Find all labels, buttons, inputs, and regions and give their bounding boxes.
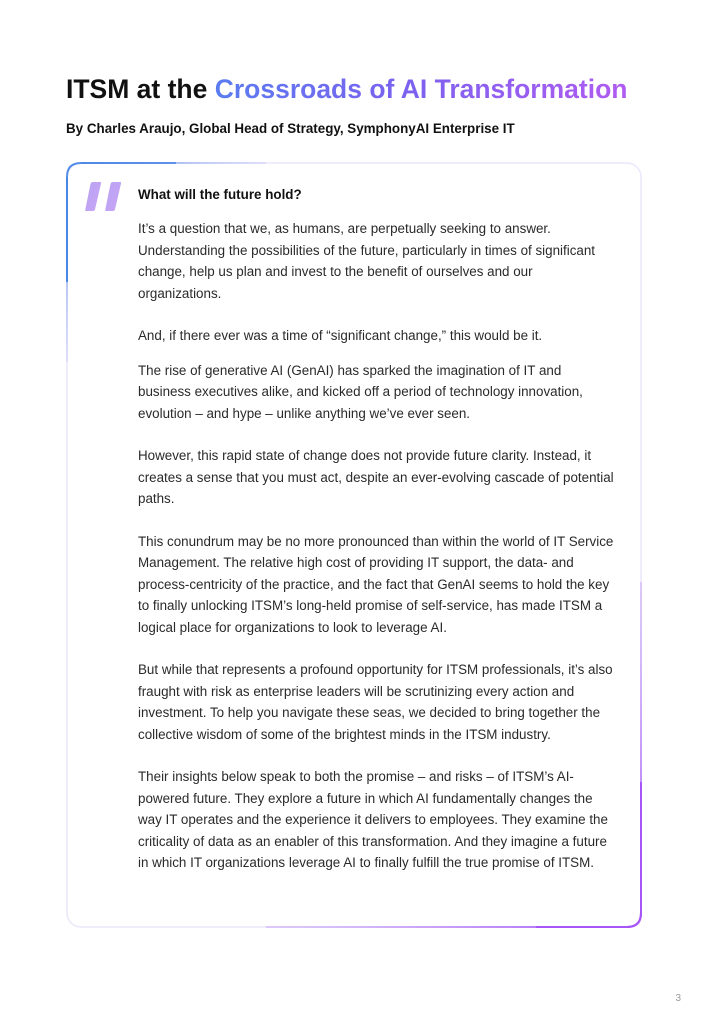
page-number: 3 (675, 993, 681, 1004)
quote-mark-icon (84, 180, 124, 214)
author-byline: By Charles Araujo, Global Head of Strategy, SymphonyAI Enterprise IT (66, 121, 515, 136)
page-title (66, 72, 628, 106)
paragraph: And, if there ever was a time of “significant change,” this would be it. (138, 328, 543, 343)
paragraph: However, this rapid state of change does not provide future clarity. Instead, it creates a sense that you must act, despite an ever-evolving cascade of potential paths. (138, 448, 614, 506)
title-prefix: ITSM at the (66, 74, 215, 104)
paragraph: Their insights below speak to both the promise – and risks – of ITSM’s AI-powered future. They explore a future in which AI fundamentally changes the way IT operates and the experience it delivers to employees. They examine the criticality of data as an enabler of this transformation. And they imagine a future in which IT organizations leverage AI to finally fulfill the true promise of ITSM. (138, 769, 608, 870)
paragraph: This conundrum may be no more pronounced than within the world of IT Service Management. The relative high cost of providing IT support, the data- and process-centricity of the practice, and the fact that GenAI seems to hold the key to finally unlocking ITSM’s long-held promise of self-service, has made ITSM a logical place for organizations to look to leverage AI. (138, 533, 614, 635)
title-highlight: Crossroads of AI Transformation (214, 74, 628, 104)
paragraph: But while that represents a profound opportunity for ITSM professionals, it’s also fraught with risk as enterprise leaders will be scrutinizing every action and investment. To help you navigate these seas, we decided to bring together the collective wisdom of some of the brightest minds in the ITSM industry. (138, 662, 613, 742)
card-question: What will the future hold? (138, 187, 302, 202)
card-body (138, 218, 616, 895)
paragraph: It’s a question that we, as humans, are perpetually seeking to answer. Understanding the possibilities of the future, particularly in times of significant change, help us plan and invest to the benefit of ourselves and our organizations. (138, 221, 596, 301)
paragraph: The rise of generative AI (GenAI) has sparked the imagination of IT and business executives alike, and kicked off a period of technology innovation, evolution – and hype – unlike anything we’ve ever seen. (138, 362, 583, 421)
